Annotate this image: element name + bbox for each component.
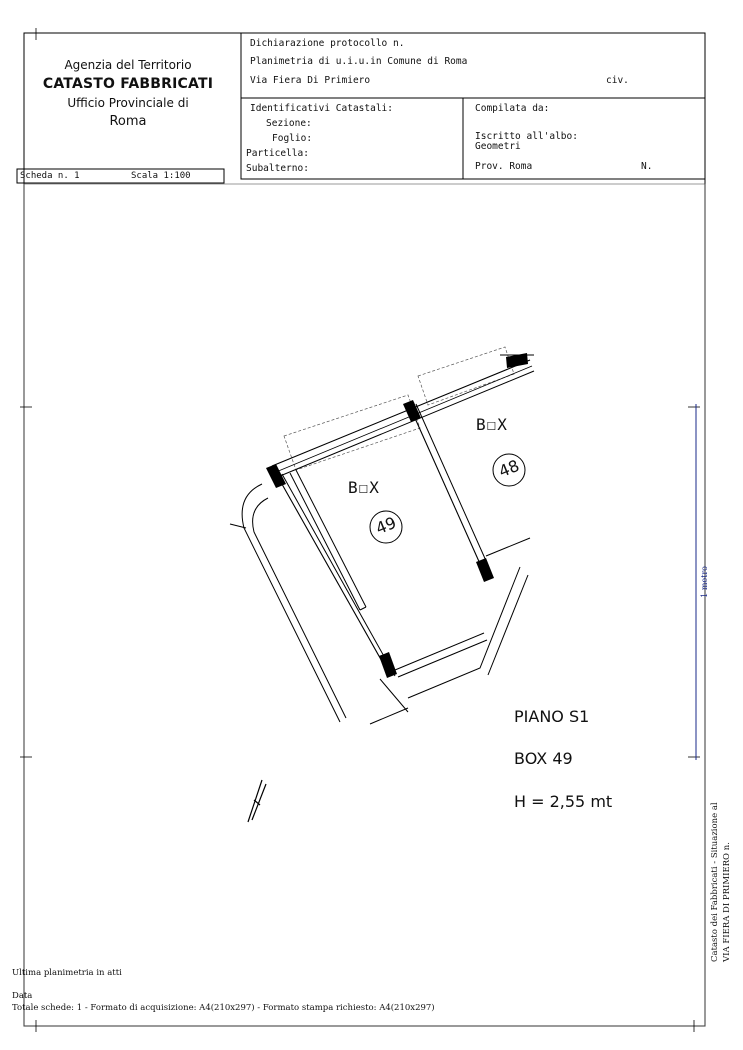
catasto-title: CATASTO FABBRICATI bbox=[42, 76, 214, 92]
ufficio-label: Ufficio Provinciale di bbox=[67, 96, 189, 110]
side-note-line2: VIA FIERA DI PRIMIERO n. bbox=[722, 842, 732, 962]
sezione-label: Sezione: bbox=[266, 118, 312, 129]
scheda-label: Scheda n. 1 bbox=[20, 171, 80, 181]
albo-value: Geometri bbox=[475, 141, 521, 152]
particella-label: Particella: bbox=[246, 148, 309, 159]
box-48-label: B☐X bbox=[476, 415, 508, 434]
height-label: H = 2,55 mt bbox=[514, 792, 613, 811]
prov-label: Prov. Roma bbox=[475, 161, 533, 172]
civ-label: civ. bbox=[606, 75, 629, 86]
data-label: Data bbox=[12, 991, 33, 1001]
city-label: Roma bbox=[109, 114, 147, 129]
foglio-label: Foglio: bbox=[272, 133, 313, 144]
iscritto-label: Iscritto all'albo: bbox=[475, 131, 578, 142]
via-label: Via Fiera Di Primiero bbox=[250, 75, 371, 86]
outer-frame bbox=[24, 33, 705, 1026]
ruler-label: 1 metro bbox=[700, 566, 709, 598]
compilata-title: Compilata da: bbox=[475, 103, 550, 114]
subalterno-label: Subalterno: bbox=[246, 163, 309, 174]
box-label: BOX 49 bbox=[514, 749, 573, 768]
scala-label: Scala 1:100 bbox=[131, 171, 191, 181]
dichiarazione-label: Dichiarazione protocollo n. bbox=[250, 38, 405, 49]
box-49-label: B☐X bbox=[348, 478, 380, 497]
agency-name: Agenzia del Territorio bbox=[64, 58, 192, 72]
ultima-planimetria: Ultima planimetria in atti bbox=[12, 968, 122, 978]
north-arrow-icon bbox=[248, 780, 266, 822]
piano-label: PIANO S1 bbox=[514, 707, 590, 726]
box-49-number: 49 bbox=[372, 512, 399, 539]
box-48-number: 48 bbox=[495, 455, 522, 482]
planimetria-label: Planimetria di u.i.u.in Comune di Roma bbox=[250, 56, 468, 67]
totale-schede: Totale schede: 1 - Formato di acquisizione: A4(210x297) - Formato stampa richiesto: A4(210x297) bbox=[12, 1003, 435, 1013]
side-note-line1: Catasto dei Fabbricati - Situazione al bbox=[710, 802, 720, 962]
identificativi-title: Identificativi Catastali: bbox=[250, 103, 393, 114]
numero-label: N. bbox=[641, 161, 653, 172]
